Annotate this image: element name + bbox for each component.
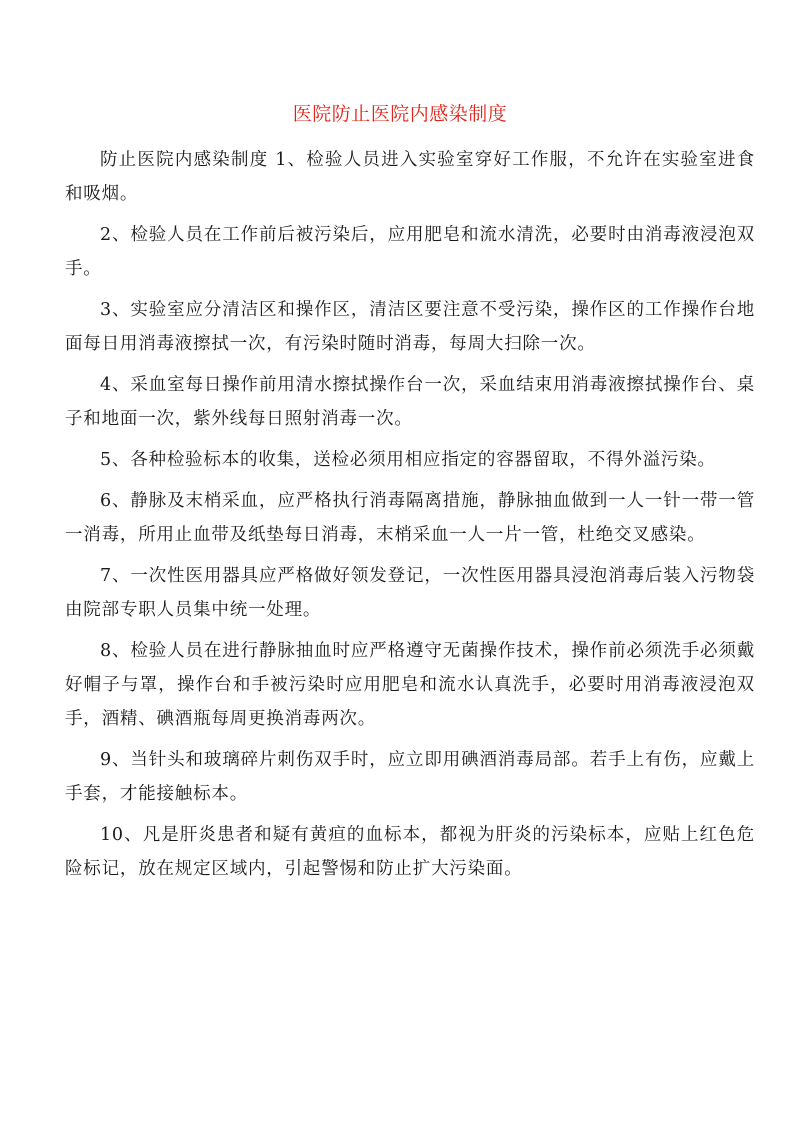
paragraph-1: 防止医院内感染制度 1、检验人员进入实验室穿好工作服，不允许在实验室进食和吸烟。: [65, 150, 755, 204]
paragraph-5: 5、各种检验标本的收集，送检必须用相应指定的容器留取，不得外溢污染。: [100, 450, 716, 470]
paragraph-10: 10、凡是肝炎患者和疑有黄疸的血标本，都视为肝炎的污染标本，应贴上红色危险标记，放在规定区域内，引起警惕和防止扩大污染面。: [65, 825, 755, 879]
paragraph-7: 7、一次性医用器具应严格做好领发登记，一次性医用器具浸泡消毒后装入污物袋由院部专职人员集中统一处理。: [65, 566, 755, 620]
paragraph-4: 4、采血室每日操作前用清水擦拭操作台一次，采血结束用消毒液擦拭操作台、桌子和地面一次，紫外线每日照射消毒一次。: [65, 375, 755, 429]
paragraph-8: 8、检验人员在进行静脉抽血时应严格遵守无菌操作技术，操作前必须洗手必须戴好帽子与罩，操作台和手被污染时应用肥皂和流水认真洗手，必要时用消毒液浸泡双手，酒精、碘酒瓶每周更换消毒两次。: [65, 641, 755, 729]
document-body: [65, 143, 755, 893]
paragraph-9: 9、当针头和玻璃碎片刺伤双手时，应立即用碘酒消毒局部。若手上有伤，应戴上手套，才能接触标本。: [65, 750, 755, 804]
document-title: 医院防止医院内感染制度: [292, 103, 508, 125]
paragraph-2: 2、检验人员在工作前后被污染后，应用肥皂和流水清洗，必要时由消毒液浸泡双手。: [65, 225, 755, 279]
paragraph-6: 6、静脉及末梢采血，应严格执行消毒隔离措施，静脉抽血做到一人一针一带一管一消毒，所用止血带及纸垫每日消毒，末梢采血一人一片一管，杜绝交叉感染。: [65, 491, 755, 545]
paragraph-3: 3、实验室应分清洁区和操作区，清洁区要注意不受污染，操作区的工作操作台地面每日用消毒液擦拭一次，有污染时随时消毒，每周大扫除一次。: [65, 300, 755, 354]
